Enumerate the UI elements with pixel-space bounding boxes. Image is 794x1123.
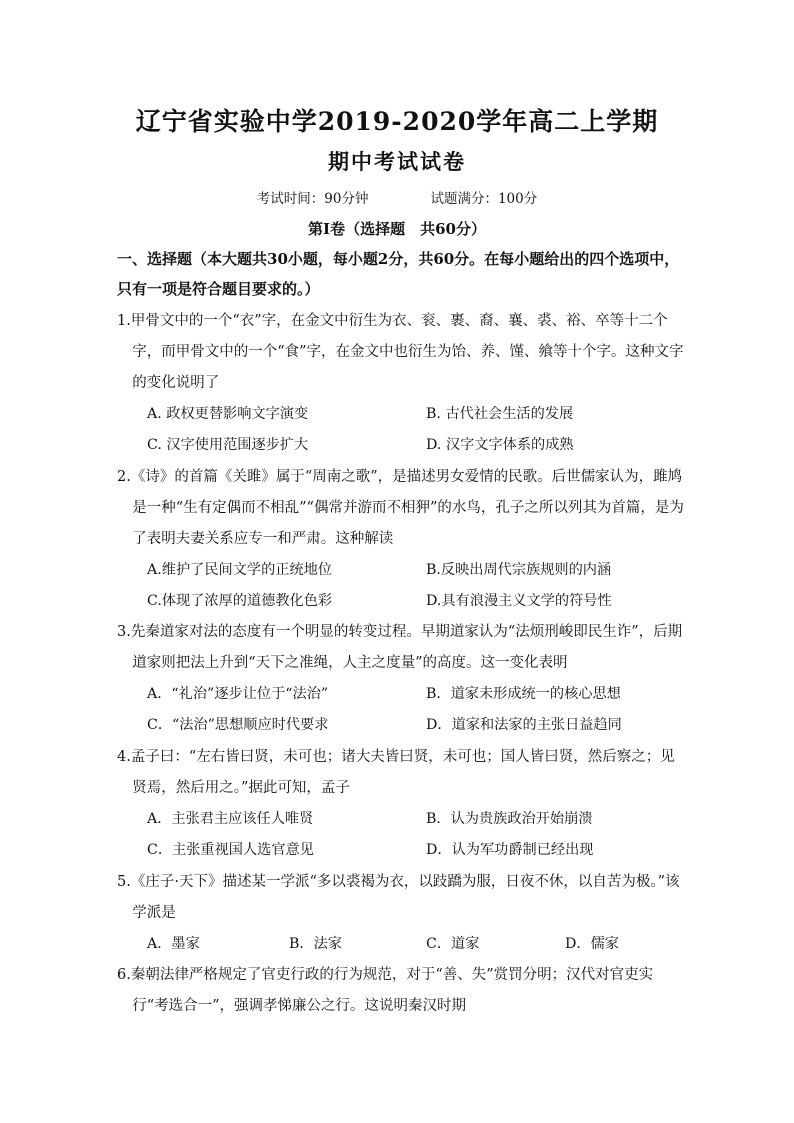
question-stem: 1.甲骨文中的一个“衣”字，在金文中衍生为衣、衮、裹、裔、襄、裘、裕、卒等十二个字，而甲骨文中的一个“食”字，在金文中也衍生为饴、养、馑、飨等十个字。这种文字的变化说明了 (117, 313, 684, 391)
question-stem: 3.先秦道家对法的态度有一个明显的转变过程。早期道家认为“法烦刑峻即民生诈”，后期道家则把法上升到“天下之准绳，人主之度量”的高度。这一变化表明 (117, 624, 683, 671)
options-row (117, 430, 687, 461)
option-b: B．道家未形成统一的核心思想 (426, 686, 621, 702)
option-d: D．儒家 (565, 936, 619, 952)
section-title: 一、选择题（本大题共30小题，每小题2分，共60分。在每小题给出的四个选项中，只有一项是符合题目要求的。） (117, 250, 680, 298)
exam-time: 考试时间：90分钟 (256, 191, 369, 207)
option-a: A．墨家 (147, 936, 200, 952)
options-row (117, 835, 687, 866)
option-a: A．“礼治”逐步让位于“法治” (147, 686, 329, 702)
option-a: A. 政权更替影响文字演变 (147, 406, 309, 422)
question-stem: 4.孟子曰：“左右皆曰贤，未可也；诸大夫皆曰贤，未可也；国人皆曰贤，然后察之；见贤焉，然后用之。”据此可知，孟子 (117, 749, 675, 796)
option-c: C．“法治”思想顺应时代要求 (147, 717, 329, 733)
option-d: D. 汉字文字体系的成熟 (426, 437, 574, 453)
question-4 (117, 742, 687, 866)
options-row (117, 555, 687, 586)
option-c: C．道家 (426, 936, 480, 952)
question-5 (117, 867, 687, 960)
question-stem: 6.秦朝法律严格规定了官吏行政的行为规范，对于“善、失”赏罚分明；汉代对官吏实行“考选合一”，强调孝悌廉公之行。这说明秦汉时期 (117, 967, 654, 1014)
options-row (117, 586, 687, 617)
options-row (117, 710, 687, 741)
option-c: C.体现了浓厚的道德教化色彩 (147, 593, 333, 609)
option-a: A．主张君主应该任人唯贤 (147, 811, 314, 827)
option-d: D．认为军功爵制已经出现 (426, 842, 594, 858)
option-d: D.具有浪漫主义文学的符号性 (426, 593, 612, 609)
question-stem: 5.《庄子·天下》描述某一学派“多以裘褐为衣，以跂蹻为服，日夜不休，以自苦为极。”该学派是 (117, 874, 680, 921)
options-row (117, 399, 687, 430)
question-stem: 2.《诗》的首篇《关雎》属于“周南之歌”，是描述男女爱情的民歌。后世儒家认为，雎鸠是一种“生有定偶而不相乱”“偶常并游而不相狎”的水鸟，孔子之所以列其为首篇，是为了表明夫妻关系应专一和严肃。这种解读 (117, 469, 684, 547)
exam-score: 试题满分：100分 (430, 191, 538, 207)
options-row (117, 679, 687, 710)
question-1 (117, 306, 687, 461)
options-row (117, 929, 687, 960)
option-c: C. 汉字使用范围逐步扩大 (147, 437, 309, 453)
option-b: B．法家 (289, 936, 342, 952)
options-row (117, 804, 687, 835)
option-a: A.维护了民间文学的正统地位 (147, 562, 333, 578)
option-d: D．道家和法家的主张日益趋同 (426, 717, 622, 733)
part-title: 第Ⅰ卷（选择题 共60分） (308, 220, 486, 238)
question-6 (117, 960, 687, 1022)
option-c: C．主张重视国人选官意见 (147, 842, 314, 858)
exam-title: 辽宁省实验中学2019-2020学年高二上学期 (135, 107, 659, 136)
option-b: B. 古代社会生活的发展 (426, 406, 574, 422)
option-b: B.反映出周代宗族规则的内涵 (426, 562, 612, 578)
question-2 (117, 462, 687, 617)
question-3 (117, 617, 687, 741)
exam-info (0, 187, 794, 207)
exam-subtitle: 期中考试试卷 (328, 149, 466, 174)
option-b: B．认为贵族政治开始崩溃 (426, 811, 593, 827)
